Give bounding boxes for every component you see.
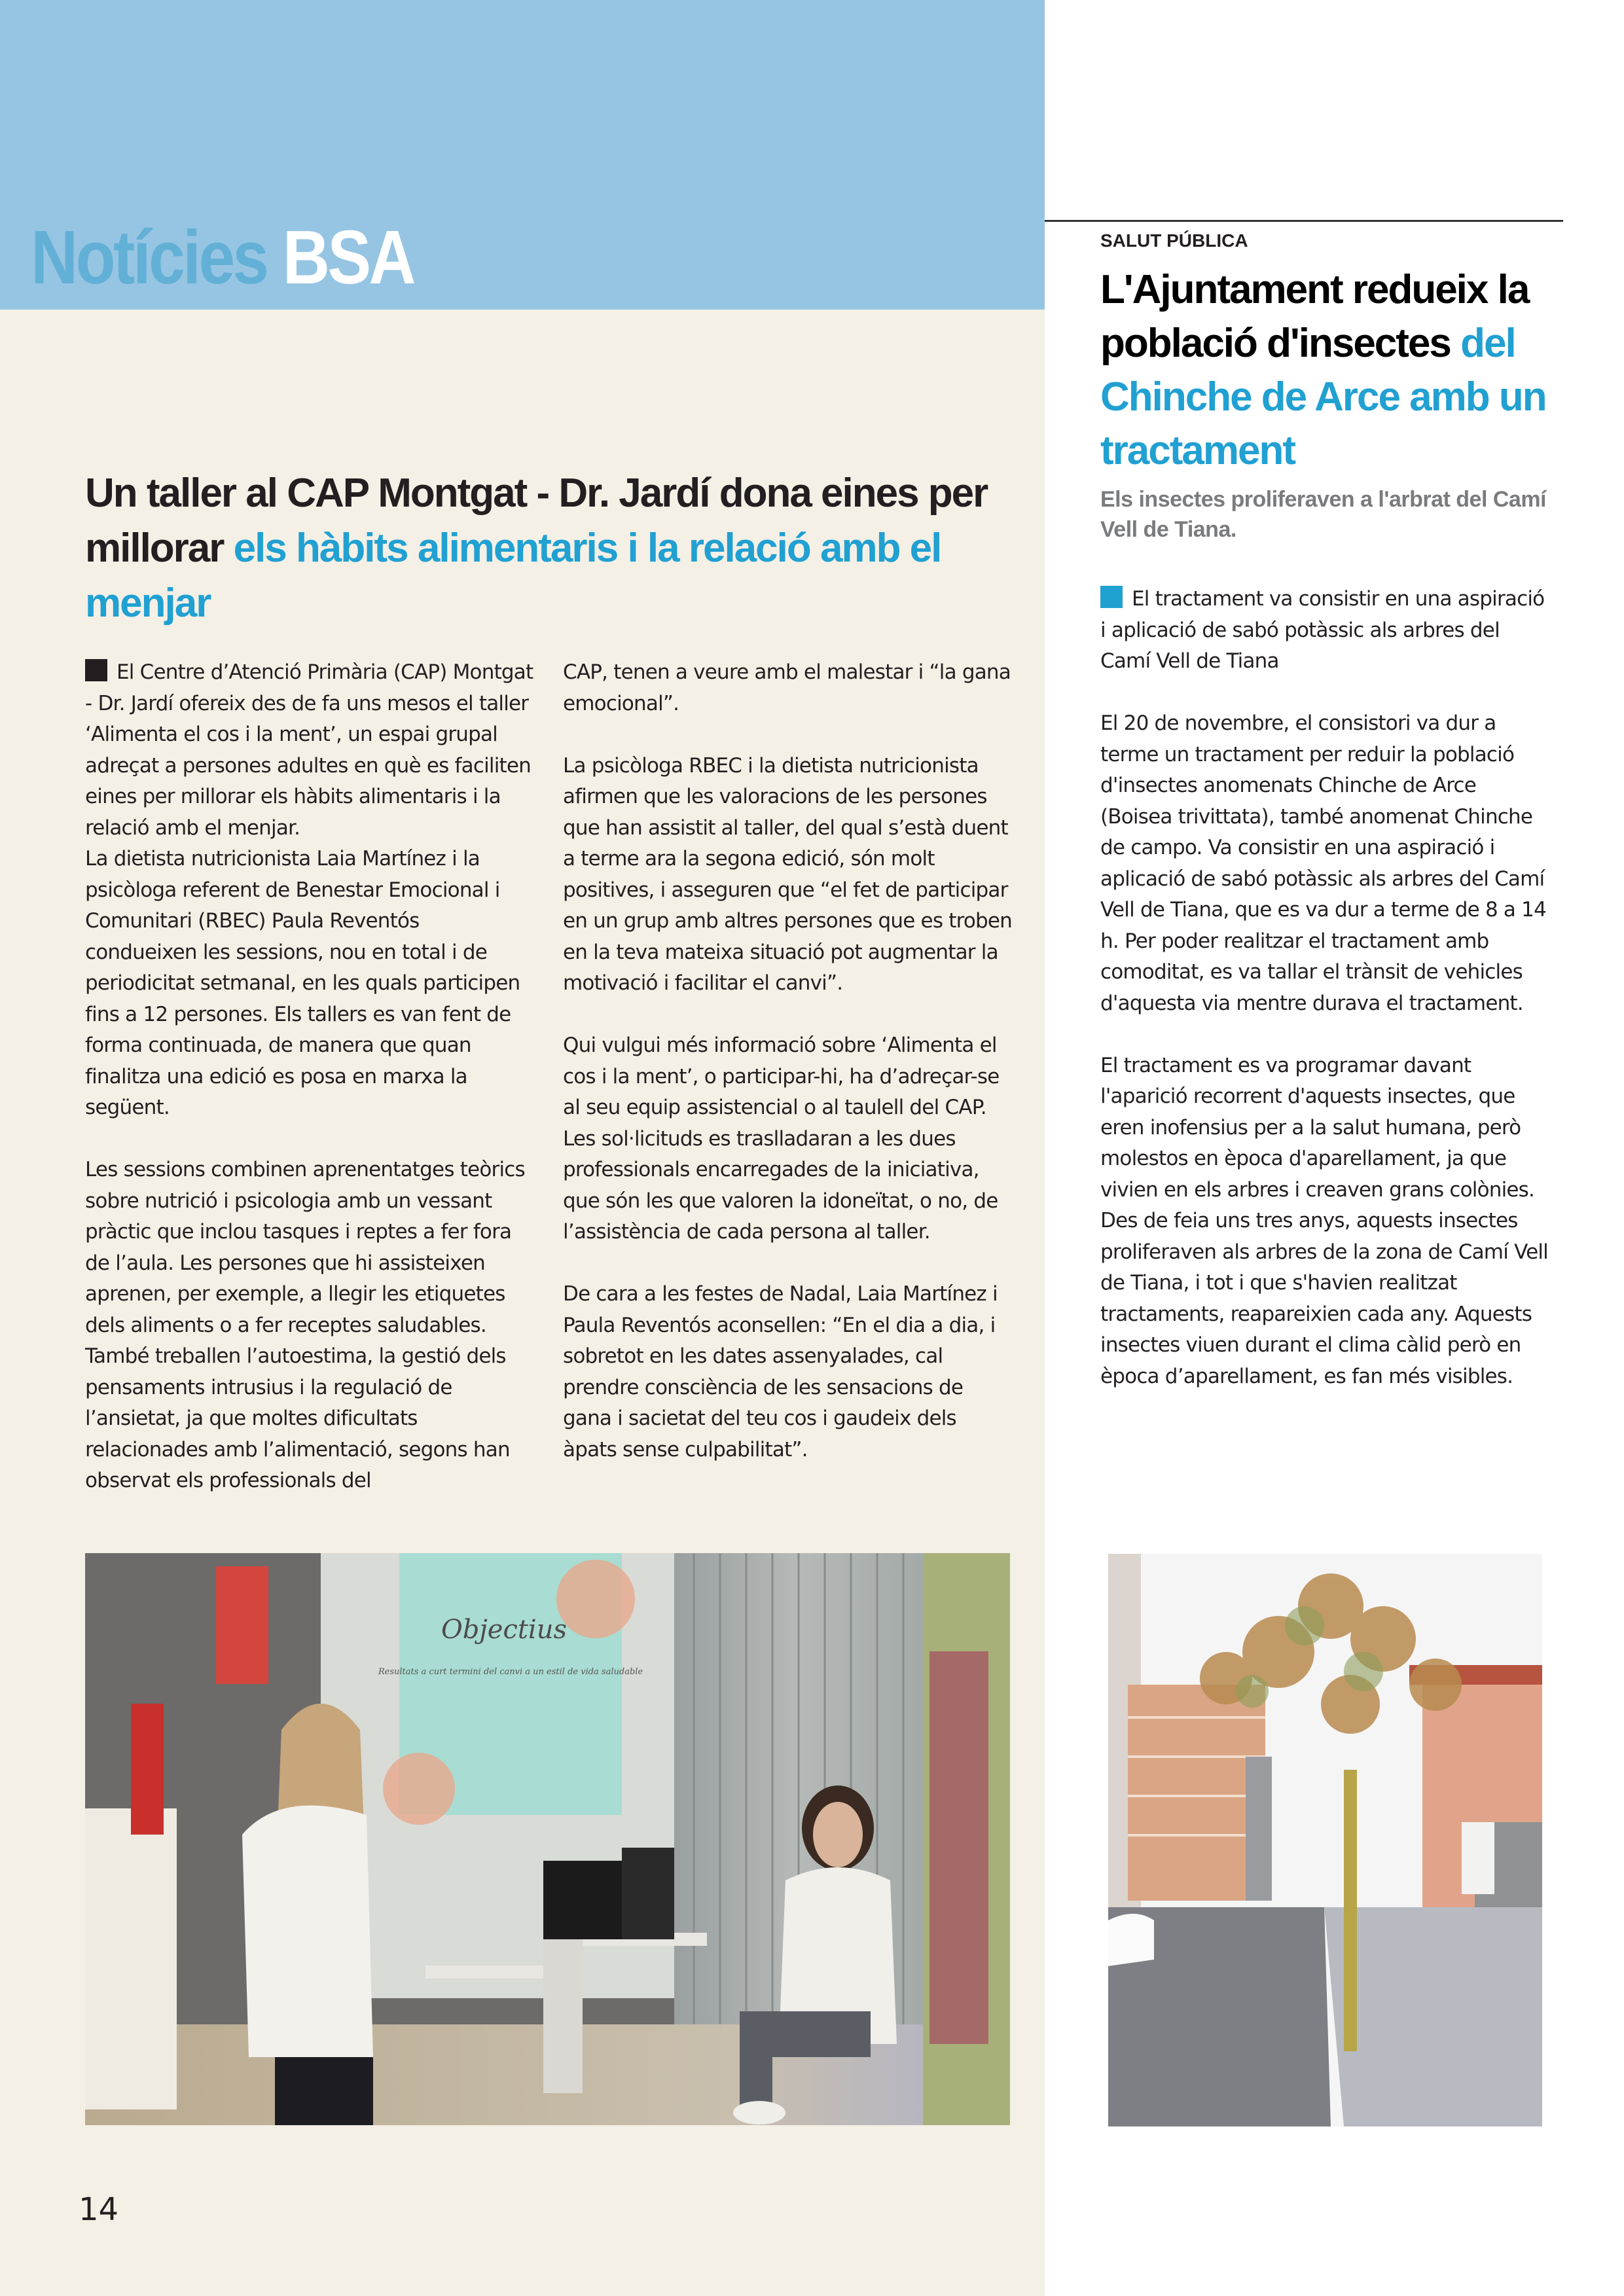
left-article-column-1 (85, 657, 537, 1528)
paragraph: La dietista nutricionista Laia Martínez i la psicòloga referent de Benestar Emocional i Comunitari (RBEC) Paula Reventós condueixen les sessions, nou en total i de periodicitat setmanal, en les quals participen fins a 12 persones. Els tallers es van fent de forma continuada, de manera que quan finalitza una edició es posa en marxa la següent. (85, 847, 520, 1119)
square-bullet-icon (85, 659, 107, 681)
paragraph: El tractament es va programar davant l'aparició recorrent d'aquests insectes, que eren inofensius per a la salut humana, però molestos en època d'aparellament, ja que vivien en els arbres i creaven grans colònies. Des de feia uns tres anys, aquests insectes proliferaven als arbres de la zona de Camí Vell de Tiana, i tot i que s'havien realitzat tractaments, reapareixien cada any. Aquests insectes viuen durant el clima càlid però en època d’aparellament, es fan més visibles. (1100, 1053, 1548, 1388)
paragraph: CAP, tenen a veure amb el malestar i “la gana emocional”. (563, 660, 1011, 715)
paragraph: El 20 de novembre, el consistori va dur a terme un tractament per reduir la població d'insectes anomenats Chinche de Arce (Boisea trivittata), també anomenat Chinche de campo. Va consistir en una aspiració i aplicació de sabó potàssic als arbres del Camí Vell de Tiana, que es va dur a terme de 8 a 14 h. Per poder realitzar el tractament amb comoditat, es va tallar el trànsit de vehicles d'aquesta via mentre durava el tractament. (1100, 711, 1547, 1015)
square-bullet-icon (1100, 586, 1123, 608)
page-number: 14 (79, 2191, 119, 2228)
paragraph: El Centre d’Atenció Primària (CAP) Montgat - Dr. Jardí ofereix des de fa uns mesos el taller ‘Alimenta el cos i la ment’, un espai grupal adreçat a persones adultes en què es faciliten eines per millorar els hàbits alimentaris i la relació amb el menjar. (85, 660, 533, 840)
top-rule-divider (1045, 220, 1563, 222)
right-article-headline (1100, 263, 1559, 478)
left-headline-dark: Un taller al CAP Montgat - Dr. Jardí dona eines per millorar (85, 471, 988, 571)
left-headline-accent: els hàbits alimentaris i la relació amb el menjar (85, 526, 941, 626)
paragraph: Qui vulgui més informació sobre ‘Alimenta el cos i la ment’, o participar-hi, ha d’adreçar-se al seu equip assistencial o al taulell del CAP. Les sol·licituds es traslladaran a les dues professionals encarregades de la iniciativa, que són les que valoren la idoneïtat, o no, de l’assistència de cada persona al taller. (563, 1033, 1000, 1244)
left-article-headline (85, 466, 1015, 631)
section-title (31, 215, 414, 300)
workshop-photo (85, 1553, 1010, 2125)
slide-title: Objectius (441, 1615, 568, 1645)
paragraph: Les sessions combinen aprenentatges teòrics sobre nutrició i psicologia amb un vessant pràctic que inclou tasques i reptes a fer fora de l’aula. Les persones que hi assisteixen aprenen, per exemple, a llegir les etiquetes dels aliments o a fer receptes saludables. També treballen l’autoestima, la gestió dels pensaments intrusius i la regulació de l’ansietat, ja que moltes dificultats relacionades amb l’alimentació, segons han observat els professionals del (85, 1158, 525, 1492)
slide-subtitle: Resultats a curt termini del canvi a un estil de vida saludable (378, 1667, 643, 1677)
section-title-bsa: BSA (282, 215, 414, 300)
section-kicker: SALUT PÚBLICA (1100, 230, 1248, 251)
paragraph: De cara a les festes de Nadal, Laia Martínez i Paula Reventós aconsellen: “En el dia a dia, i sobretot en les dates assenyalades, cal prendre consciència de les sensacions de gana i sacietat del teu cos i gaudeix dels àpats sense culpabilitat”. (563, 1282, 998, 1462)
right-headline-dark: L'Ajuntament redueix la població d'insectes (1100, 267, 1529, 366)
right-article-subhead: Els insectes proliferaven a l'arbrat del Camí Vell de Tiana. (1100, 487, 1546, 542)
left-article (85, 466, 1015, 1528)
right-headline-accent: del Chinche de Arce amb un tractament (1100, 321, 1546, 473)
tree-trunk (1344, 1770, 1357, 2051)
paragraph: La psicòloga RBEC i la dietista nutricionista afirmen que les valoracions de les persones que han assistit al taller, del qual s’està duent a terme ara la segona edició, són molt positives, i asseguren que “el fet de participar en un grup amb altres persones que es troben en la teva mateixa situació pot augmentar la motivació i facilitar el canvi”. (563, 753, 1013, 995)
right-article (1100, 229, 1559, 1392)
street-trees-photo (1108, 1554, 1542, 2126)
lead-paragraph: El tractament va consistir en una aspiració i aplicació de sabó potàssic als arbres del Camí Vell de Tiana (1100, 587, 1545, 673)
left-article-columns (85, 657, 1015, 1528)
right-article-column (1100, 584, 1552, 1392)
section-title-noticies: Notícies (31, 215, 267, 300)
left-article-column-2 (563, 657, 1015, 1528)
